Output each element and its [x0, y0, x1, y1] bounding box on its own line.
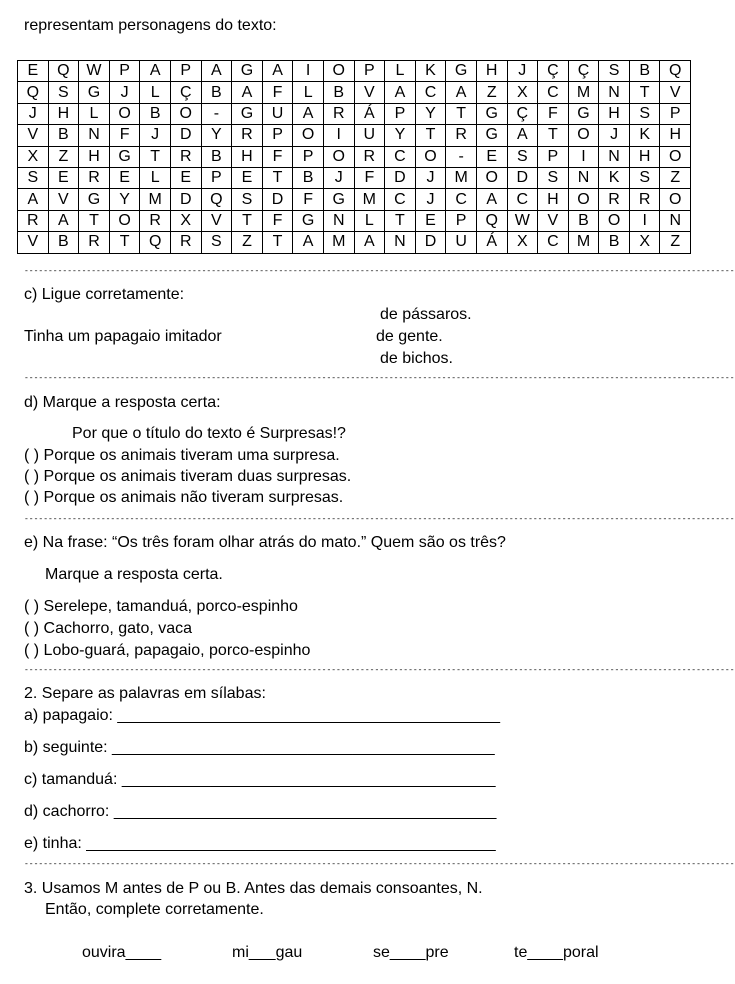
grid-cell[interactable]: Ç — [170, 82, 201, 103]
separator: ---------------------------------------------------------------------------------------------------------------------------------------------------- — [24, 666, 735, 675]
grid-cell[interactable]: R — [79, 167, 110, 188]
grid-cell[interactable]: D — [170, 189, 201, 210]
grid-cell[interactable]: Z — [48, 146, 79, 167]
grid-cell[interactable]: T — [385, 210, 416, 231]
section-d-heading: d) Marque a resposta certa: — [24, 394, 221, 411]
grid-cell[interactable]: R — [170, 232, 201, 253]
grid-cell[interactable]: V — [354, 82, 385, 103]
grid-cell[interactable]: N — [568, 167, 599, 188]
section-d-option[interactable]: ( ) Porque os animais tiveram uma surpresa. — [24, 447, 340, 464]
grid-cell[interactable]: D — [385, 167, 416, 188]
grid-cell[interactable]: H — [629, 146, 660, 167]
grid-cell[interactable]: J — [109, 82, 140, 103]
section-c-heading: c) Ligue corretamente: — [24, 286, 185, 303]
grid-cell[interactable]: O — [109, 210, 140, 231]
grid-cell[interactable]: M — [140, 189, 171, 210]
grid-cell[interactable]: T — [232, 210, 263, 231]
grid-cell[interactable]: I — [568, 146, 599, 167]
grid-cell[interactable]: I — [629, 210, 660, 231]
grid-cell[interactable]: D — [507, 167, 538, 188]
grid-cell[interactable]: A — [232, 82, 263, 103]
grid-cell[interactable]: P — [446, 210, 477, 231]
grid-cell[interactable]: N — [599, 146, 630, 167]
grid-cell[interactable]: M — [354, 189, 385, 210]
grid-cell[interactable]: A — [446, 82, 477, 103]
grid-cell[interactable]: Q — [476, 210, 507, 231]
grid-cell[interactable]: T — [79, 210, 110, 231]
grid-cell[interactable]: P — [262, 125, 293, 146]
grid-cell[interactable]: O — [568, 125, 599, 146]
grid-cell[interactable]: O — [568, 189, 599, 210]
grid-cell[interactable]: L — [385, 61, 416, 82]
grid-cell[interactable]: F — [293, 189, 324, 210]
separator: ---------------------------------------------------------------------------------------------------------------------------------------------------- — [24, 374, 735, 383]
grid-cell[interactable]: C — [538, 232, 569, 253]
section-3-heading2: Então, complete corretamente. — [45, 901, 264, 918]
grid-cell[interactable]: R — [446, 125, 477, 146]
grid-cell[interactable]: D — [262, 189, 293, 210]
syllable-item[interactable]: c) tamanduá: __________________________________________ — [24, 771, 496, 788]
grid-cell[interactable]: J — [415, 189, 446, 210]
grid-cell[interactable]: C — [415, 82, 446, 103]
grid-row — [18, 210, 691, 231]
grid-cell[interactable]: H — [48, 103, 79, 124]
grid-cell[interactable]: O — [170, 103, 201, 124]
grid-cell[interactable]: G — [232, 103, 263, 124]
grid-cell[interactable]: N — [660, 210, 691, 231]
option-bichos: de bichos. — [380, 350, 453, 367]
grid-cell[interactable]: J — [415, 167, 446, 188]
grid-cell[interactable]: H — [476, 61, 507, 82]
syllable-item[interactable]: a) papagaio: ___________________________________________ — [24, 707, 501, 724]
option-passaros: de pássaros. — [380, 306, 472, 323]
grid-cell[interactable]: E — [48, 167, 79, 188]
grid-cell[interactable]: U — [354, 125, 385, 146]
grid-cell[interactable]: C — [385, 189, 416, 210]
word-search-grid — [17, 60, 691, 254]
grid-cell[interactable]: D — [415, 232, 446, 253]
grid-cell[interactable]: A — [140, 61, 171, 82]
grid-cell[interactable]: C — [446, 189, 477, 210]
grid-cell[interactable]: Á — [354, 103, 385, 124]
grid-cell[interactable]: E — [109, 167, 140, 188]
grid-cell[interactable]: P — [660, 103, 691, 124]
grid-cell[interactable]: E — [170, 167, 201, 188]
grid-cell[interactable]: U — [262, 103, 293, 124]
grid-cell[interactable]: X — [18, 146, 49, 167]
grid-cell[interactable]: W — [507, 210, 538, 231]
grid-cell[interactable]: G — [476, 103, 507, 124]
grid-cell[interactable]: B — [568, 210, 599, 231]
grid-cell[interactable]: T — [262, 232, 293, 253]
fill-word[interactable]: mi___gau — [232, 944, 303, 961]
grid-cell[interactable]: S — [201, 232, 232, 253]
grid-cell[interactable]: S — [538, 167, 569, 188]
grid-cell[interactable]: T — [629, 82, 660, 103]
grid-cell[interactable]: F — [262, 146, 293, 167]
grid-cell[interactable]: X — [507, 232, 538, 253]
grid-cell[interactable]: G — [232, 61, 263, 82]
grid-cell[interactable]: A — [507, 125, 538, 146]
grid-cell[interactable]: D — [170, 125, 201, 146]
section-e-instruction: Marque a resposta certa. — [45, 566, 223, 583]
grid-cell[interactable]: A — [48, 210, 79, 231]
grid-cell[interactable]: B — [629, 61, 660, 82]
grid-cell[interactable]: H — [599, 103, 630, 124]
grid-cell[interactable]: M — [446, 167, 477, 188]
grid-cell[interactable]: S — [507, 146, 538, 167]
syllable-item[interactable]: b) seguinte: ___________________________________________ — [24, 739, 495, 756]
grid-cell[interactable]: Y — [109, 189, 140, 210]
grid-cell[interactable]: O — [323, 146, 354, 167]
grid-cell[interactable]: R — [629, 189, 660, 210]
grid-cell[interactable]: B — [323, 82, 354, 103]
grid-row — [18, 232, 691, 253]
grid-cell[interactable]: P — [293, 146, 324, 167]
grid-cell[interactable]: F — [109, 125, 140, 146]
grid-cell[interactable]: A — [262, 61, 293, 82]
grid-cell[interactable]: H — [660, 125, 691, 146]
fill-word[interactable]: se____pre — [373, 944, 449, 961]
grid-cell[interactable]: M — [323, 232, 354, 253]
fill-word[interactable]: ouvira____ — [82, 944, 162, 961]
grid-row — [18, 167, 691, 188]
grid-cell[interactable]: S — [18, 167, 49, 188]
grid-cell[interactable]: B — [599, 232, 630, 253]
grid-cell[interactable]: Z — [660, 167, 691, 188]
grid-cell[interactable]: E — [415, 210, 446, 231]
grid-cell[interactable]: S — [48, 82, 79, 103]
grid-cell[interactable]: Q — [201, 189, 232, 210]
grid-cell[interactable]: Z — [660, 232, 691, 253]
grid-cell[interactable]: G — [476, 125, 507, 146]
grid-cell[interactable]: S — [629, 103, 660, 124]
grid-cell[interactable]: F — [262, 210, 293, 231]
grid-cell[interactable]: J — [140, 125, 171, 146]
grid-cell[interactable]: R — [232, 125, 263, 146]
grid-cell[interactable]: Ç — [568, 61, 599, 82]
grid-cell[interactable]: A — [385, 82, 416, 103]
grid-cell[interactable]: B — [201, 146, 232, 167]
grid-row — [18, 82, 691, 103]
section-d-question: Por que o título do texto é Surpresas!? — [72, 425, 346, 442]
grid-cell[interactable]: O — [660, 146, 691, 167]
grid-cell[interactable]: P — [354, 61, 385, 82]
grid-cell[interactable]: N — [599, 82, 630, 103]
grid-cell[interactable]: T — [140, 146, 171, 167]
grid-cell[interactable]: Ç — [507, 103, 538, 124]
grid-cell[interactable]: C — [385, 146, 416, 167]
grid-cell[interactable]: P — [538, 146, 569, 167]
grid-cell[interactable]: M — [568, 232, 599, 253]
grid-cell[interactable]: A — [201, 61, 232, 82]
grid-cell[interactable]: R — [599, 189, 630, 210]
grid-cell[interactable]: N — [385, 232, 416, 253]
grid-cell[interactable]: M — [568, 82, 599, 103]
grid-cell[interactable]: P — [201, 167, 232, 188]
grid-cell[interactable]: Q — [140, 232, 171, 253]
grid-cell[interactable]: R — [323, 103, 354, 124]
grid-cell[interactable]: Z — [232, 232, 263, 253]
grid-cell[interactable]: F — [538, 103, 569, 124]
grid-cell[interactable]: P — [385, 103, 416, 124]
grid-cell[interactable]: V — [18, 232, 49, 253]
grid-cell[interactable]: O — [476, 167, 507, 188]
grid-cell[interactable]: F — [354, 167, 385, 188]
grid-cell[interactable]: L — [354, 210, 385, 231]
section-d-option[interactable]: ( ) Porque os animais não tiveram surpresas. — [24, 489, 344, 506]
grid-cell[interactable]: H — [79, 146, 110, 167]
syllable-item[interactable]: d) cachorro: ___________________________________________ — [24, 803, 497, 820]
grid-cell[interactable]: X — [507, 82, 538, 103]
grid-cell[interactable]: H — [538, 189, 569, 210]
grid-cell[interactable]: L — [79, 103, 110, 124]
grid-cell[interactable]: R — [79, 232, 110, 253]
grid-cell[interactable]: T — [538, 125, 569, 146]
grid-cell[interactable]: P — [109, 61, 140, 82]
section-e-option[interactable]: ( ) Cachorro, gato, vaca — [24, 620, 193, 637]
grid-cell[interactable]: T — [262, 167, 293, 188]
grid-cell[interactable]: V — [538, 210, 569, 231]
grid-cell[interactable]: J — [323, 167, 354, 188]
grid-cell[interactable]: O — [109, 103, 140, 124]
grid-cell[interactable]: L — [293, 82, 324, 103]
grid-cell[interactable]: K — [415, 61, 446, 82]
section-e-heading: e) Na frase: “Os três foram olhar atrás do mato.” Quem são os três? — [24, 534, 506, 551]
grid-cell[interactable]: V — [201, 210, 232, 231]
grid-cell[interactable]: G — [446, 61, 477, 82]
grid-cell[interactable]: R — [140, 210, 171, 231]
grid-cell[interactable]: A — [354, 232, 385, 253]
section-e-option[interactable]: ( ) Serelepe, tamanduá, porco-espinho — [24, 598, 298, 615]
grid-cell[interactable]: V — [48, 189, 79, 210]
grid-cell[interactable]: B — [48, 125, 79, 146]
grid-cell[interactable]: - — [446, 146, 477, 167]
grid-row — [18, 125, 691, 146]
grid-cell[interactable]: A — [476, 189, 507, 210]
grid-cell[interactable]: S — [599, 61, 630, 82]
grid-cell[interactable]: W — [79, 61, 110, 82]
grid-cell[interactable]: Q — [18, 82, 49, 103]
grid-cell[interactable]: T — [109, 232, 140, 253]
section-2-heading: 2. Separe as palavras em sílabas: — [24, 685, 266, 702]
grid-row — [18, 103, 691, 124]
grid-cell[interactable]: T — [415, 125, 446, 146]
grid-cell[interactable]: T — [446, 103, 477, 124]
grid-cell[interactable]: G — [79, 189, 110, 210]
grid-cell[interactable]: Y — [385, 125, 416, 146]
grid-cell[interactable]: I — [293, 61, 324, 82]
section-d-option[interactable]: ( ) Porque os animais tiveram duas surpresas. — [24, 468, 352, 485]
grid-cell[interactable]: E — [232, 167, 263, 188]
grid-cell[interactable]: J — [507, 61, 538, 82]
grid-cell[interactable]: B — [293, 167, 324, 188]
grid-cell[interactable]: P — [170, 61, 201, 82]
grid-cell[interactable]: K — [599, 167, 630, 188]
grid-cell[interactable]: C — [507, 189, 538, 210]
grid-cell[interactable]: V — [660, 82, 691, 103]
grid-cell[interactable]: G — [293, 210, 324, 231]
grid-cell[interactable]: J — [18, 103, 49, 124]
grid-cell[interactable]: B — [48, 232, 79, 253]
grid-cell[interactable]: O — [323, 61, 354, 82]
grid-cell[interactable]: Z — [476, 82, 507, 103]
grid-row — [18, 61, 691, 82]
grid-cell[interactable]: B — [140, 103, 171, 124]
grid-cell[interactable]: C — [538, 82, 569, 103]
section-e-option[interactable]: ( ) Lobo-guará, papagaio, porco-espinho — [24, 642, 311, 659]
grid-cell[interactable]: G — [79, 82, 110, 103]
grid-cell[interactable]: F — [262, 82, 293, 103]
grid-cell[interactable]: X — [629, 232, 660, 253]
grid-cell[interactable]: S — [232, 189, 263, 210]
grid-cell[interactable]: O — [293, 125, 324, 146]
grid-cell[interactable]: H — [232, 146, 263, 167]
separator: ---------------------------------------------------------------------------------------------------------------------------------------------------- — [24, 860, 735, 869]
grid-cell[interactable]: A — [293, 232, 324, 253]
grid-cell[interactable]: Q — [48, 61, 79, 82]
grid-cell[interactable]: E — [18, 61, 49, 82]
grid-cell[interactable]: E — [476, 146, 507, 167]
grid-row — [18, 146, 691, 167]
grid-cell[interactable]: G — [109, 146, 140, 167]
grid-cell[interactable]: B — [201, 82, 232, 103]
grid-row — [18, 189, 691, 210]
grid-cell[interactable]: Y — [415, 103, 446, 124]
grid-cell[interactable]: A — [293, 103, 324, 124]
grid-cell[interactable]: L — [140, 82, 171, 103]
grid-cell[interactable]: R — [354, 146, 385, 167]
grid-cell[interactable]: R — [18, 210, 49, 231]
grid-cell[interactable]: S — [629, 167, 660, 188]
option-gente: de gente. — [376, 328, 443, 345]
grid-cell[interactable]: - — [201, 103, 232, 124]
grid-cell[interactable]: Á — [476, 232, 507, 253]
section-c-left: Tinha um papagaio imitador — [24, 328, 222, 345]
grid-cell[interactable]: O — [599, 210, 630, 231]
grid-cell[interactable]: N — [323, 210, 354, 231]
grid-cell[interactable]: J — [599, 125, 630, 146]
grid-cell[interactable]: L — [140, 167, 171, 188]
grid-cell[interactable]: K — [629, 125, 660, 146]
grid-cell[interactable]: Q — [660, 61, 691, 82]
grid-cell[interactable]: N — [79, 125, 110, 146]
grid-cell[interactable]: G — [323, 189, 354, 210]
grid-cell[interactable]: U — [446, 232, 477, 253]
grid-cell[interactable]: A — [18, 189, 49, 210]
grid-cell[interactable]: O — [660, 189, 691, 210]
grid-cell[interactable]: Ç — [538, 61, 569, 82]
syllable-item[interactable]: e) tinha: ______________________________________________ — [24, 835, 496, 852]
separator: ---------------------------------------------------------------------------------------------------------------------------------------------------- — [24, 267, 735, 276]
grid-cell[interactable]: Y — [201, 125, 232, 146]
grid-cell[interactable]: V — [18, 125, 49, 146]
intro-line: representam personagens do texto: — [24, 17, 277, 34]
grid-cell[interactable]: X — [170, 210, 201, 231]
fill-word[interactable]: te____poral — [514, 944, 599, 961]
separator: ---------------------------------------------------------------------------------------------------------------------------------------------------- — [24, 515, 735, 524]
grid-cell[interactable]: G — [568, 103, 599, 124]
grid-cell[interactable]: I — [323, 125, 354, 146]
section-3-heading: 3. Usamos M antes de P ou B. Antes das demais consoantes, N. — [24, 880, 483, 897]
grid-cell[interactable]: R — [170, 146, 201, 167]
grid-cell[interactable]: O — [415, 146, 446, 167]
